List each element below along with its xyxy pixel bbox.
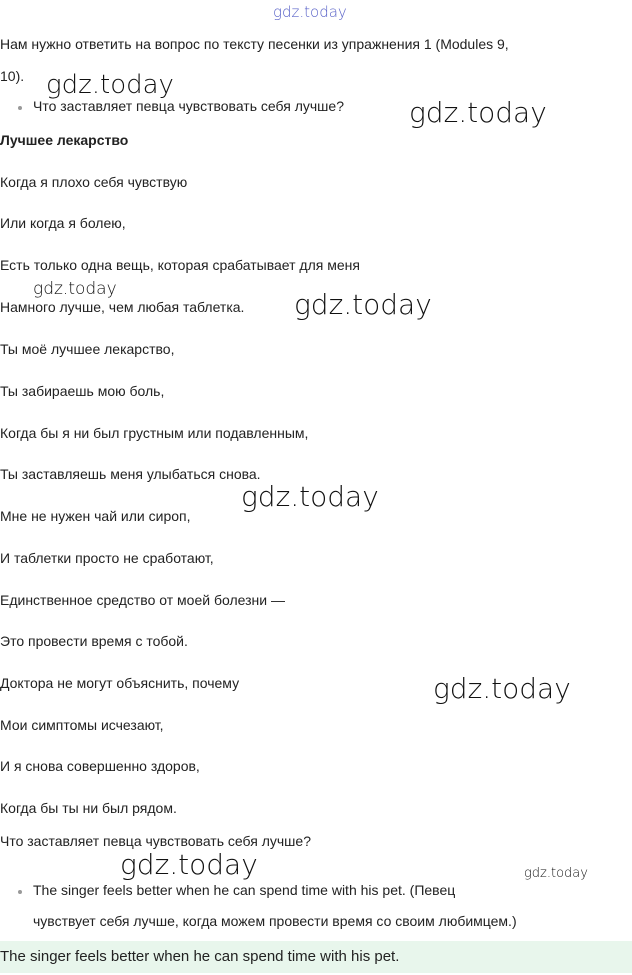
question-bullet: Что заставляет певца чувствовать себя лучше? (33, 98, 344, 114)
question-repeat: Что заставляет певца чувствовать себя лучше? (0, 833, 311, 849)
intro-line-2: 10). (0, 68, 25, 84)
watermark: gdz.today (409, 96, 547, 129)
watermark: gdz.today (33, 279, 117, 299)
song-line: Когда бы я ни был грустным или подавленным, (0, 425, 309, 441)
answer-bullet-line-2: чувствует себя лучше, когда можем провести время со своим любимцем.) (33, 913, 517, 929)
answer-bullet-line-1: The singer feels better when he can spend time with his pet. (Певец (33, 882, 456, 898)
song-line: Когда я плохо себя чувствую (0, 174, 188, 190)
song-line: Доктора не могут объяснить, почему (0, 675, 240, 691)
song-line: Или когда я болею, (0, 215, 126, 231)
song-line: Ты забираешь мою боль, (0, 383, 165, 399)
watermark: gdz.today (46, 70, 174, 100)
song-line: Намного лучше, чем любая таблетка. (0, 299, 245, 315)
song-line: Есть только одна вещь, которая срабатывает для меня (0, 257, 360, 273)
song-line: И я снова совершенно здоров, (0, 758, 200, 774)
song-title: Лучшее лекарство (0, 132, 129, 148)
song-line: Мои симптомы исчезают, (0, 717, 164, 733)
song-line: Мне не нужен чай или сироп, (0, 508, 191, 524)
song-line: Ты моё лучшее лекарство, (0, 341, 175, 357)
watermark: gdz.today (433, 672, 571, 705)
bullet-icon (18, 890, 22, 894)
watermark-top: gdz.today (273, 3, 347, 21)
song-line: Ты заставляешь меня улыбаться снова. (0, 466, 261, 482)
song-line: Когда бы ты ни был рядом. (0, 800, 177, 816)
final-answer: The singer feels better when he can spend time with his pet. (0, 948, 400, 965)
watermark: gdz.today (294, 288, 432, 321)
song-line: Это провести время с тобой. (0, 633, 188, 649)
watermark: gdz.today (120, 848, 258, 881)
bullet-icon (18, 106, 22, 110)
watermark: gdz.today (524, 866, 588, 881)
song-line: И таблетки просто не сработают, (0, 550, 214, 566)
watermark: gdz.today (241, 480, 379, 513)
intro-line-1: Нам нужно ответить на вопрос по тексту песенки из упражнения 1 (Modules 9, (0, 36, 509, 52)
song-line: Единственное средство от моей болезни — (0, 592, 285, 608)
